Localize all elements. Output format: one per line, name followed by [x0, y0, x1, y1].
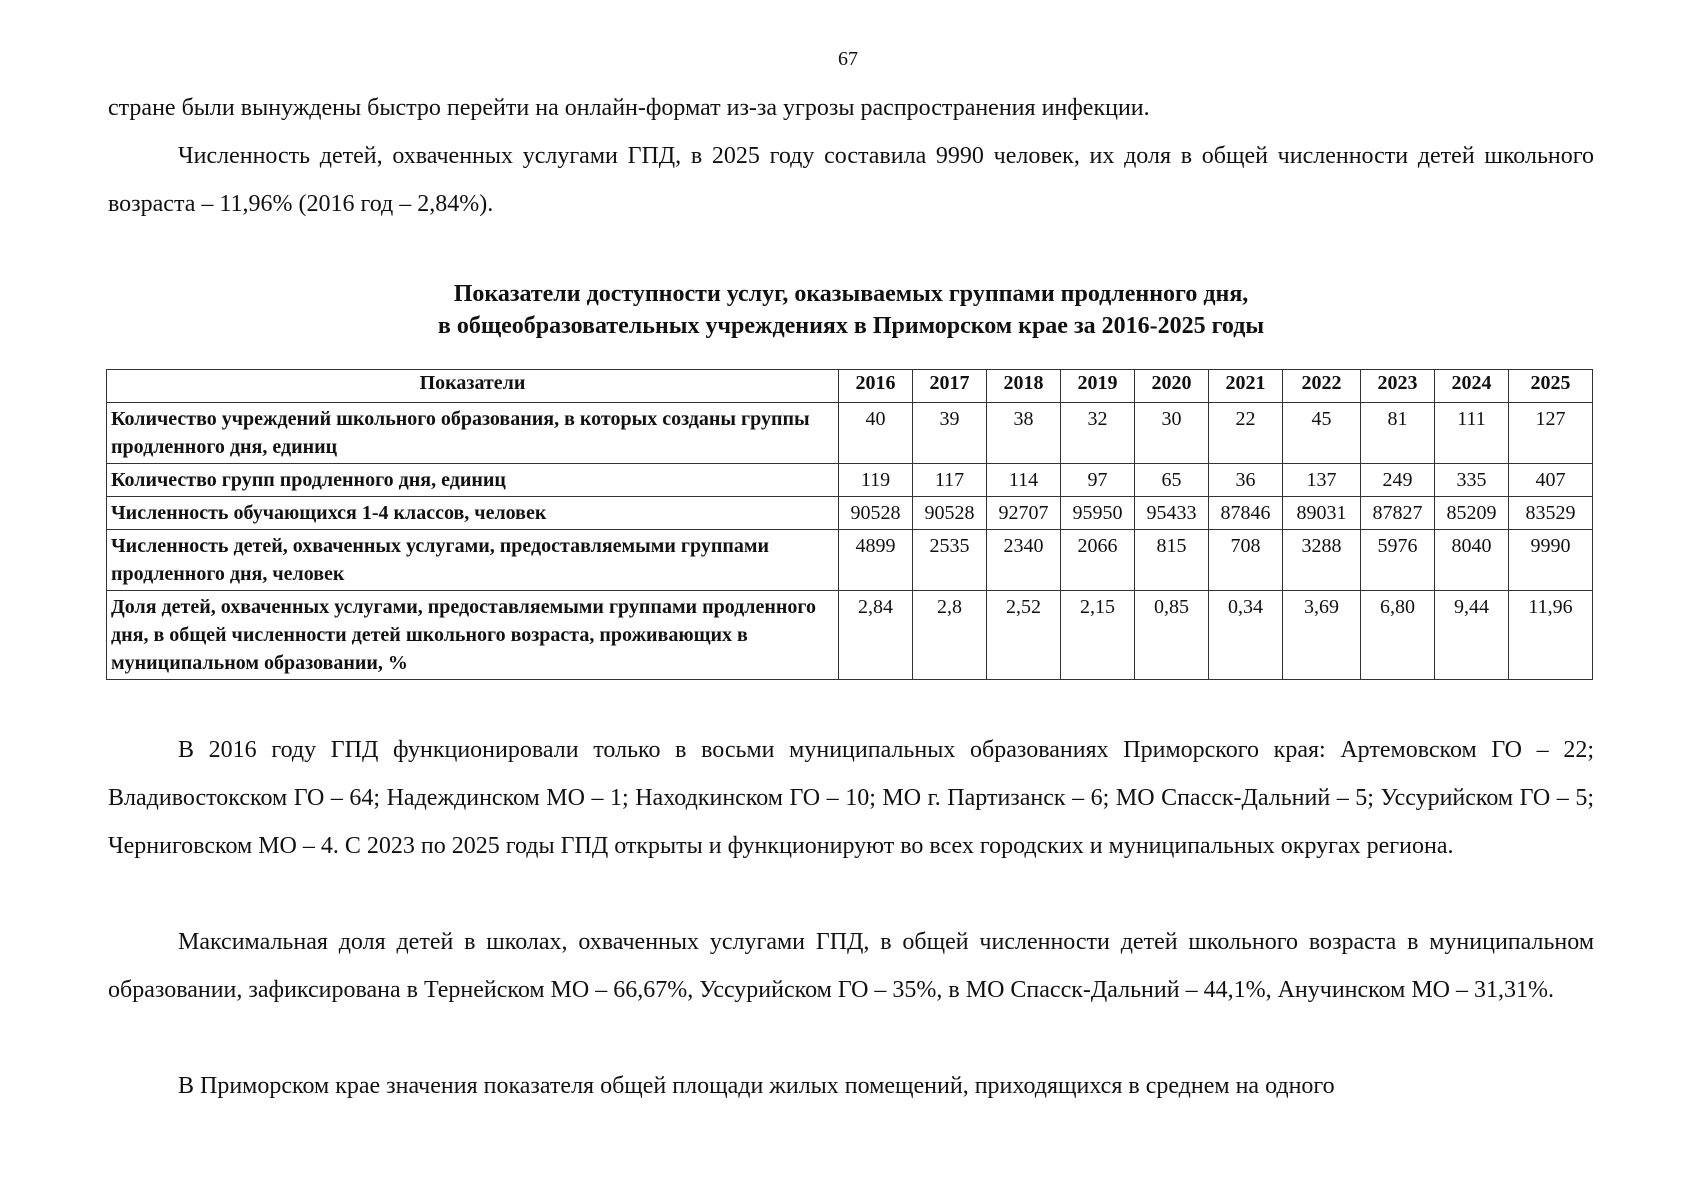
table-row — [107, 591, 1593, 680]
header-year: 2021 — [1209, 370, 1283, 403]
table-cell: 9,44 — [1435, 591, 1509, 680]
table-cell: 2340 — [987, 530, 1061, 591]
table-cell: 119 — [839, 464, 913, 497]
table-cell: 45 — [1283, 403, 1361, 464]
table-cell: 85209 — [1435, 497, 1509, 530]
table-cell: 2066 — [1061, 530, 1135, 591]
table-cell: 6,80 — [1361, 591, 1435, 680]
table-cell: 65 — [1135, 464, 1209, 497]
table-cell: 2,15 — [1061, 591, 1135, 680]
table-cell: 4899 — [839, 530, 913, 591]
table-cell: 89031 — [1283, 497, 1361, 530]
table-cell: 81 — [1361, 403, 1435, 464]
paragraph-gpd-count: Численность детей, охваченных услугами ГПД, в 2025 году составила 9990 человек, их доля в общей численности детей школьного возраста – 11,96% (2016 год – 2,84%). — [108, 143, 1594, 217]
table-cell: 95950 — [1061, 497, 1135, 530]
table-cell: 39 — [913, 403, 987, 464]
row-label: Доля детей, охваченных услугами, предоставляемыми группами продленного дня, в общей численности детей школьного возраста, проживающих в муниципальном образовании, % — [107, 591, 839, 680]
row-label: Количество групп продленного дня, единиц — [107, 464, 839, 497]
table-row — [107, 464, 1593, 497]
header-year: 2025 — [1509, 370, 1593, 403]
table-cell: 95433 — [1135, 497, 1209, 530]
table-cell: 114 — [987, 464, 1061, 497]
header-year: 2022 — [1283, 370, 1361, 403]
table-cell: 0,85 — [1135, 591, 1209, 680]
table-row — [107, 403, 1593, 464]
header-year: 2016 — [839, 370, 913, 403]
table-cell: 117 — [913, 464, 987, 497]
table-cell: 2535 — [913, 530, 987, 591]
table-cell: 335 — [1435, 464, 1509, 497]
header-year: 2017 — [913, 370, 987, 403]
table-cell: 708 — [1209, 530, 1283, 591]
indicators-table — [106, 369, 1593, 680]
table-cell: 40 — [839, 403, 913, 464]
row-label: Количество учреждений школьного образования, в которых созданы группы продленного дня, единиц — [107, 403, 839, 464]
table-cell: 8040 — [1435, 530, 1509, 591]
row-label: Численность обучающихся 1-4 классов, человек — [107, 497, 839, 530]
table-title-line-1: Показатели доступности услуг, оказываемых группами продленного дня, — [453, 281, 1249, 307]
header-year: 2018 — [987, 370, 1061, 403]
header-year: 2024 — [1435, 370, 1509, 403]
table-cell: 87827 — [1361, 497, 1435, 530]
table-cell: 815 — [1135, 530, 1209, 591]
table-cell: 2,84 — [839, 591, 913, 680]
paragraph-max-share: Максимальная доля детей в школах, охваченных услугами ГПД, в общей численности детей школьного возраста в муниципальном образовании, зафиксирована в Тернейском МО – 66,67%, Уссурийском ГО – 35%, в МО Спасск-Дальний – 44,1%, Анучинском МО – 31,31%. — [108, 929, 1594, 1003]
table-cell: 83529 — [1509, 497, 1593, 530]
table-title — [108, 278, 1594, 342]
table-cell: 90528 — [839, 497, 913, 530]
table-cell: 2,8 — [913, 591, 987, 680]
paragraph-housing-area: В Приморском крае значения показателя общей площади жилых помещений, приходящихся в среднем на одного — [178, 1073, 1335, 1099]
header-year: 2020 — [1135, 370, 1209, 403]
paragraph-municipalities-2016: В 2016 году ГПД функционировали только в восьми муниципальных образованиях Приморского края: Артемовском ГО – 22; Владивостокском ГО – 64; Надеждинском МО – 1; Находкинском ГО – 10; МО г. Партизанск – 6; МО Спасск-Дальний – 5; Уссурийском ГО – 5; Черниговском МО – 4. С 2023 по 2025 годы ГПД открыты и функционируют во всех городских и муниципальных округах региона. — [108, 737, 1594, 859]
table-cell: 90528 — [913, 497, 987, 530]
table-cell: 3,69 — [1283, 591, 1361, 680]
table-cell: 127 — [1509, 403, 1593, 464]
table-title-line-2: в общеобразовательных учреждениях в Приморском крае за 2016-2025 годы — [437, 313, 1265, 339]
table-cell: 92707 — [987, 497, 1061, 530]
table-cell: 249 — [1361, 464, 1435, 497]
page-number: 67 — [838, 48, 858, 70]
table-cell: 0,34 — [1209, 591, 1283, 680]
table-cell: 32 — [1061, 403, 1135, 464]
table-cell: 3288 — [1283, 530, 1361, 591]
table-cell: 38 — [987, 403, 1061, 464]
table-cell: 407 — [1509, 464, 1593, 497]
table-cell: 9990 — [1509, 530, 1593, 591]
header-year: 2023 — [1361, 370, 1435, 403]
table-cell: 97 — [1061, 464, 1135, 497]
table-cell: 22 — [1209, 403, 1283, 464]
header-indicator: Показатели — [107, 370, 839, 403]
table-cell: 111 — [1435, 403, 1509, 464]
header-year: 2019 — [1061, 370, 1135, 403]
table-row — [107, 530, 1593, 591]
table-cell: 137 — [1283, 464, 1361, 497]
table-cell: 36 — [1209, 464, 1283, 497]
table-cell: 87846 — [1209, 497, 1283, 530]
table-cell: 11,96 — [1509, 591, 1593, 680]
table-row — [107, 497, 1593, 530]
table-cell: 30 — [1135, 403, 1209, 464]
row-label: Численность детей, охваченных услугами, предоставляемыми группами продленного дня, человек — [107, 530, 839, 591]
paragraph-continuation: стране были вынуждены быстро перейти на онлайн-формат из-за угрозы распространения инфекции. — [108, 95, 1150, 121]
table-cell: 2,52 — [987, 591, 1061, 680]
table-cell: 5976 — [1361, 530, 1435, 591]
table-header-row — [107, 370, 1593, 403]
